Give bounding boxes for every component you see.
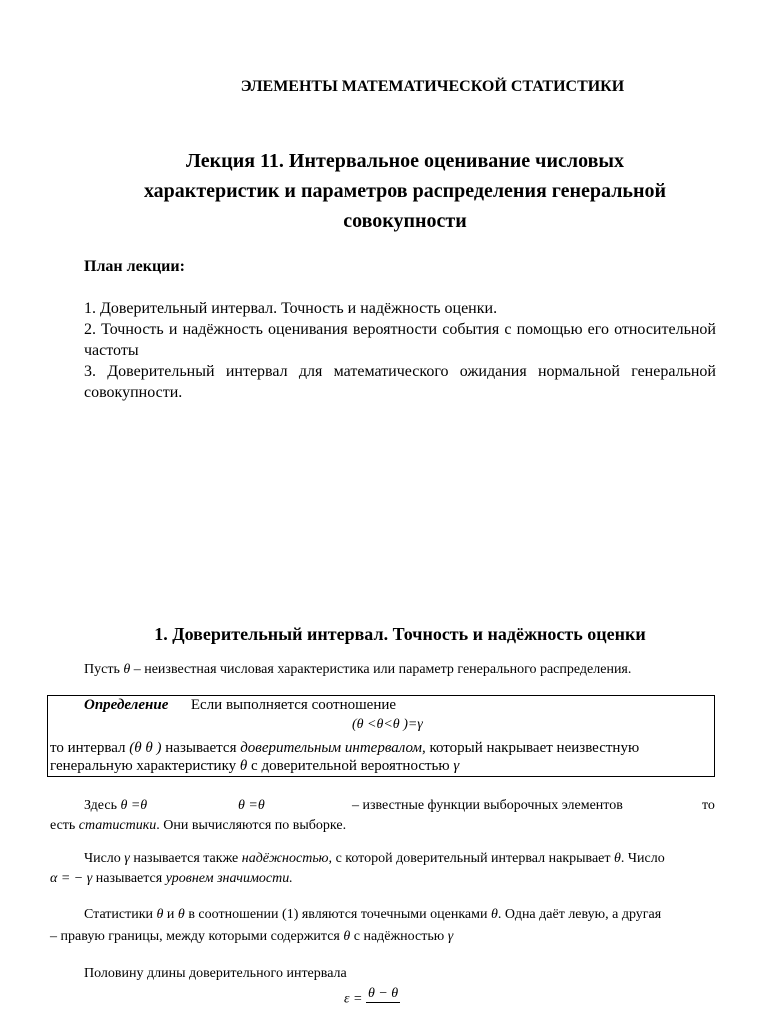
text: – известные функции выборочных элементов [352,798,623,813]
theta-symbol: θ [177,907,185,922]
plan-list [84,298,716,403]
text: называется также [129,851,242,866]
text: . Одна даёт левую, а другая [497,907,662,922]
text: . Число [620,851,665,866]
term: статистики [78,818,157,833]
theta-symbol: θ [123,662,131,677]
fraction [366,986,400,1013]
text: – правую границы, между которыми содержится [50,929,344,944]
gamma-symbol: γ [124,851,130,866]
paragraph-half: Половину длины доверительного интервала [84,966,347,981]
text: с доверительной вероятностью [247,758,454,774]
fraction-denominator [366,1003,400,1013]
text: Здесь [84,798,121,813]
text: с надёжностью [350,929,448,944]
text: – неизвестная числовая характеристика или параметр генерального распределения. [130,662,632,677]
definition-formula: (θ <θ<θ )=γ [352,717,423,732]
fraction-numerator: θ − θ [367,986,399,1001]
text: с которой доверительный интервал накрывает [332,851,615,866]
plan-heading: План лекции: [84,258,185,275]
paragraph-number-cont [50,871,293,887]
theta-symbol: θ [614,851,621,866]
text: называется [92,871,166,886]
lecture-title-line1: Лекция 11. Интервальное оценивание числовых [186,150,624,172]
paragraph-let [84,660,631,680]
theta-symbol: θ [156,907,164,922]
text: Статистики [84,907,157,922]
formula: θ =θ [238,798,265,813]
text: то [702,798,715,813]
text: , который накрывает неизвестную [421,740,640,756]
lecture-title-line2: характеристик и параметров распределения генеральной [143,180,667,202]
epsilon-symbol: ε = [344,991,363,1007]
term: надёжностью, [241,851,333,866]
interval-formula: (θ θ ) [129,740,162,756]
plan-item: 3. Доверительный интервал для математического ожидания нормальной генеральной совокупности. [84,363,716,401]
text: . Они вычисляются по выборке. [156,818,347,833]
formula: θ =θ [120,798,148,813]
section-header: ЭЛЕМЕНТЫ МАТЕМАТИЧЕСКОЙ СТАТИСТИКИ [240,78,625,95]
theta-symbol: θ [491,907,498,922]
plan-item: 2. Точность и надёжность оценивания вероятности события с помощью его относительной частоты [84,321,716,359]
paragraph-number [84,851,665,867]
epsilon-formula [344,986,400,1013]
text: генеральную характеристику [50,758,240,774]
plan-item: 1. Доверительный интервал. Точность и надёжность оценки. [84,300,498,317]
paragraph-stats-cont [50,929,453,945]
paragraph-here-cont [50,818,346,834]
theta-symbol: θ [239,758,248,774]
text: Пусть [84,662,124,677]
text: Если выполняется соотношение [190,697,397,713]
text: есть [50,818,79,833]
section-title: 1. Доверительный интервал. Точность и надёжность оценки [154,624,646,644]
term: уровнем значимости. [165,871,293,886]
definition-label: Определение [84,697,169,713]
definition-line [84,697,396,714]
definition-line [50,758,459,775]
alpha-formula: α = − γ [50,871,93,886]
gamma-symbol: γ [453,758,460,774]
theta-symbol: θ [343,929,351,944]
paragraph-here [84,798,716,814]
definition-line [50,738,714,758]
paragraph-stats [84,907,661,923]
gamma-symbol: γ [447,929,454,944]
text: то интервал [50,740,130,756]
lecture-title [60,146,750,236]
text: и [163,907,178,922]
term: доверительным интервалом [240,740,422,756]
text: называется [161,740,241,756]
text: в соотношении (1) являются точечными оценками [184,907,491,922]
lecture-title-line3: совокупности [343,210,467,232]
text: Число [84,851,125,866]
